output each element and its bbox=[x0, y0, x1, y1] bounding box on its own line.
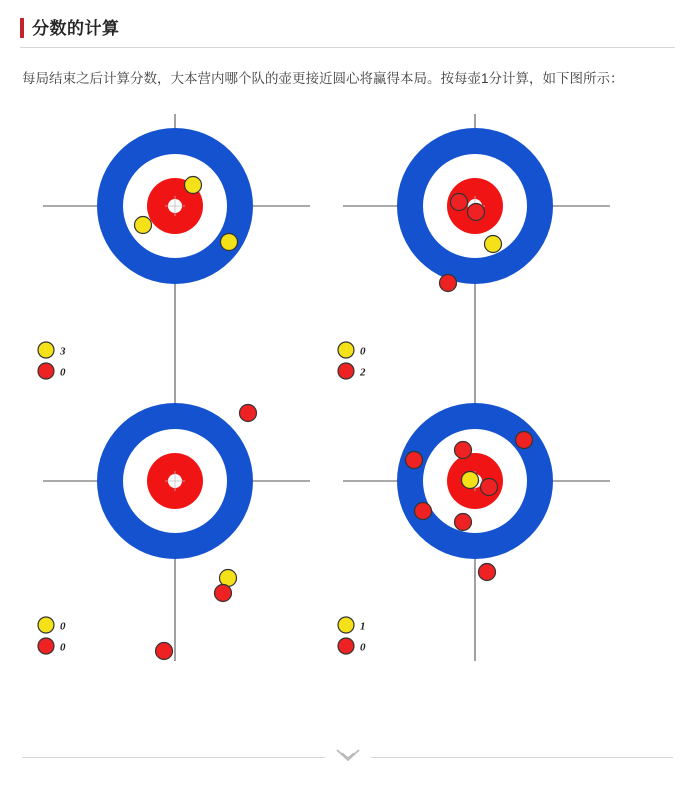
stone-red bbox=[480, 479, 497, 496]
legend-score-red: 0 bbox=[59, 366, 65, 379]
stone-yellow bbox=[184, 177, 201, 194]
stone-yellow bbox=[484, 236, 501, 253]
legend-score-yellow: 0 bbox=[359, 345, 365, 358]
body-paragraph: 每局结束之后计算分数，大本营内哪个队的壶更接近圆心将赢得本局。按每壶1分计算，如下图所示： bbox=[22, 71, 624, 86]
legend-stone-yellow bbox=[338, 342, 354, 358]
stone-red bbox=[467, 204, 484, 221]
page-title: 分数的计算 bbox=[32, 18, 120, 38]
panel-top-right-legend bbox=[338, 342, 366, 379]
legend-score-red: 0 bbox=[359, 641, 365, 654]
legend-stone-yellow bbox=[338, 617, 354, 633]
stone-red bbox=[405, 452, 422, 469]
legend-stone-red bbox=[38, 363, 54, 379]
house-4 bbox=[343, 386, 610, 661]
stone-red bbox=[450, 194, 467, 211]
stone-red bbox=[454, 442, 471, 459]
curling-scoring-figure bbox=[18, 106, 678, 666]
legend-score-red: 0 bbox=[59, 641, 65, 654]
stone-red bbox=[239, 405, 256, 422]
stone-yellow bbox=[220, 234, 237, 251]
panel-bottom-left-legend bbox=[38, 617, 66, 654]
stone-red bbox=[439, 275, 456, 292]
chevron-down-icon bbox=[325, 747, 371, 771]
legend-score-red: 2 bbox=[359, 366, 365, 379]
legend-stone-red bbox=[338, 638, 354, 654]
stone-red bbox=[478, 564, 495, 581]
panel-bottom-right-legend bbox=[338, 617, 366, 654]
house-2 bbox=[343, 114, 610, 386]
stone-yellow bbox=[134, 217, 151, 234]
article-page bbox=[0, 18, 695, 787]
panel-top-left-legend bbox=[38, 342, 66, 379]
figure-svg bbox=[18, 106, 678, 666]
legend-score-yellow: 0 bbox=[59, 620, 65, 633]
section-header bbox=[20, 18, 675, 48]
house-3 bbox=[43, 386, 310, 661]
legend-stone-yellow bbox=[38, 617, 54, 633]
legend-score-yellow: 3 bbox=[59, 345, 65, 358]
legend-stone-red bbox=[38, 638, 54, 654]
legend-stone-yellow bbox=[38, 342, 54, 358]
stone-red bbox=[454, 514, 471, 531]
stone-red bbox=[155, 643, 172, 660]
stone-red bbox=[414, 503, 431, 520]
house-1 bbox=[43, 114, 310, 386]
header-accent-bar bbox=[20, 18, 24, 38]
stone-red bbox=[214, 585, 231, 602]
legend-score-yellow: 1 bbox=[359, 620, 365, 633]
legend-stone-red bbox=[338, 363, 354, 379]
stone-yellow bbox=[461, 472, 478, 489]
stone-red bbox=[515, 432, 532, 449]
